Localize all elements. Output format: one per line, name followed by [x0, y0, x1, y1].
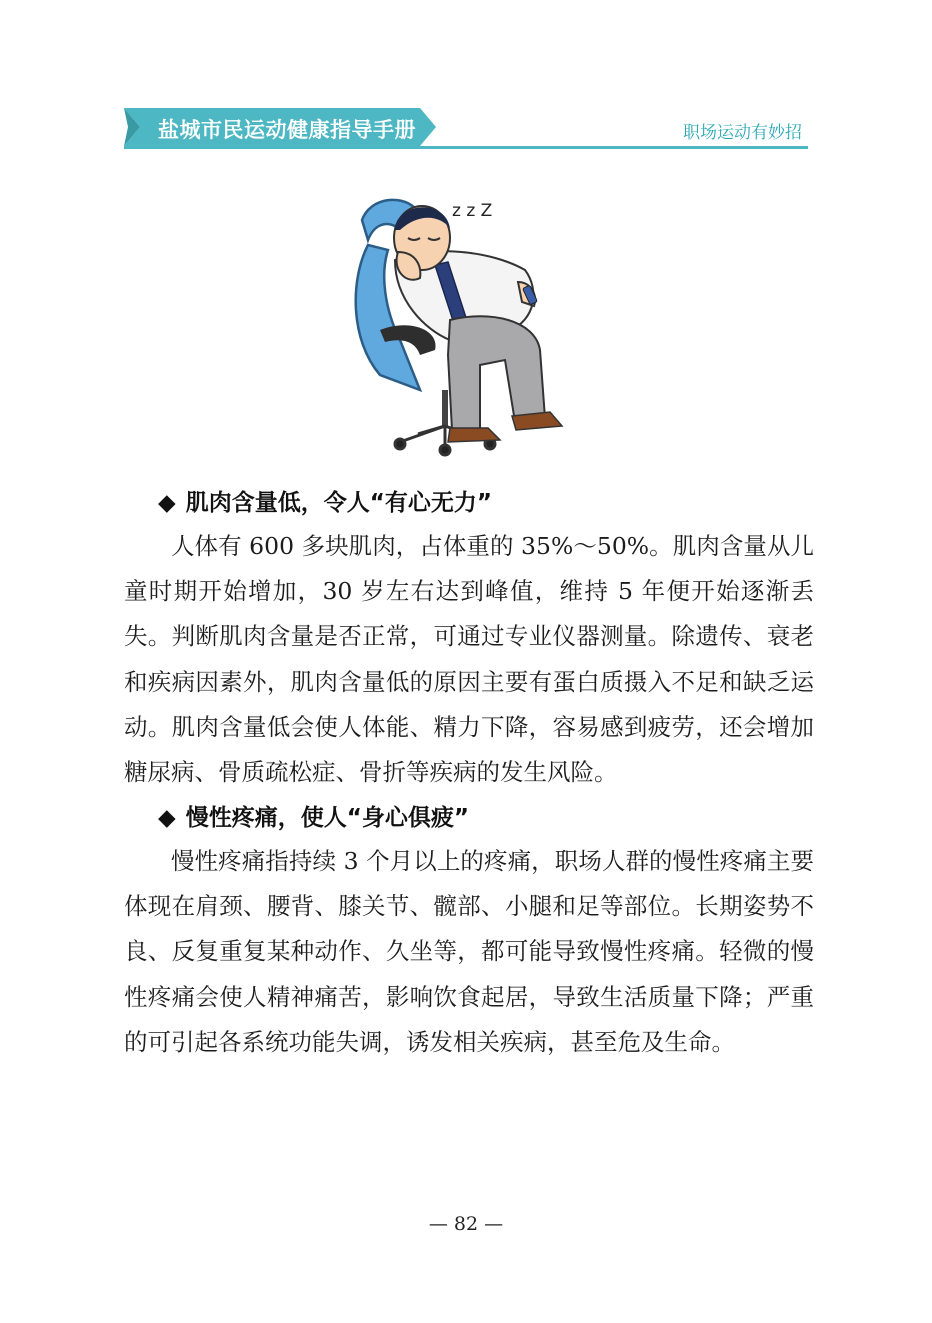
page-header: [124, 106, 808, 152]
section-heading-muscle: [158, 484, 492, 517]
shoe-right: [512, 412, 562, 430]
section-title: 职场运动有妙招: [683, 123, 802, 143]
section-body-muscle: 人体有 600 多块肌肉，占体重的 35%～50%。肌肉含量从儿童时期开始增加，30 岁左右达到峰值，维持 5 年便开始逐渐丢失。判断肌肉含量是否正常，可通过专业仪器测量。除遗传、衰老和疾病因素外，肌肉含量低的原因主要有蛋白质摄入不足和缺乏运动。肌肉含量低会使人体能、精力下降，容易感到疲劳，还会增加糖尿病、骨质疏松症、骨折等疾病的发生风险。: [124, 532, 814, 787]
trousers: [448, 316, 545, 430]
section-heading-text: 肌肉含量低，令人“有心无力”: [185, 490, 492, 516]
zzz-text: z z Z: [452, 201, 493, 221]
section-heading-text: 慢性疼痛，使人“身心俱疲”: [185, 805, 469, 831]
page-number: — 82 —: [428, 1213, 504, 1235]
handbook-title: 盐城市民运动健康指导手册: [158, 118, 416, 142]
shoe-left: [448, 428, 500, 442]
sleeping-office-worker-icon: [340, 190, 600, 458]
diamond-bullet-icon: ◆: [158, 805, 176, 831]
section-body-pain: 慢性疼痛指持续 3 个月以上的疼痛，职场人群的慢性疼痛主要体现在肩颈、腰背、膝关节、髋部、小腿和足等部位。长期姿势不良、反复重复某种动作、久坐等，都可能导致慢性疼痛。轻微的慢性疼痛会使人精神痛苦，影响饮食起居，导致生活质量下降；严重的可引起各系统功能失调，诱发相关疾病，甚至危及生命。: [124, 847, 814, 1056]
section-heading-pain: [158, 799, 469, 832]
header-rule: [124, 146, 808, 149]
diamond-bullet-icon: ◆: [158, 490, 176, 516]
